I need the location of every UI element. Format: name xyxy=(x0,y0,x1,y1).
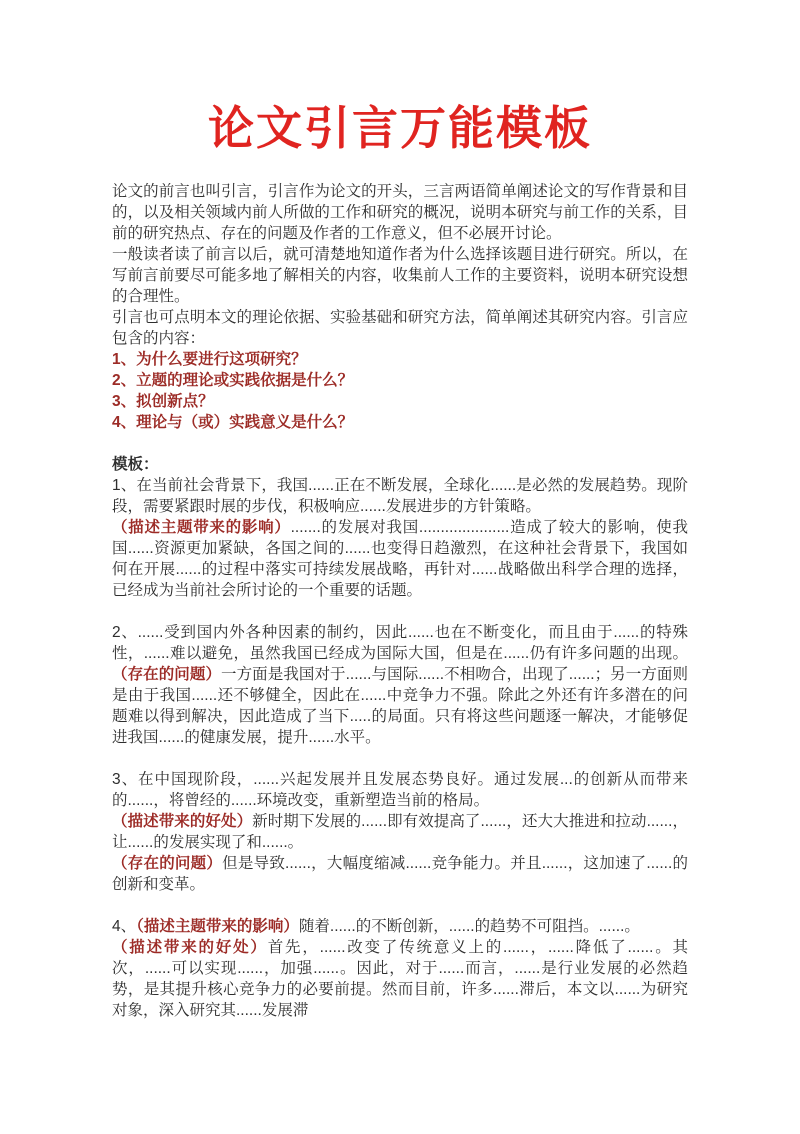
template-3-benefit xyxy=(112,811,688,853)
template-heading xyxy=(112,454,688,475)
highlight-phrase: 3、拟创新点？ xyxy=(112,392,214,410)
intro-paragraph-1 xyxy=(112,181,688,244)
template-1-impact xyxy=(112,517,688,601)
highlight-phrase: （描述主题带来的影响） xyxy=(112,518,291,536)
text-run: 2、......受到国内外各种因素的制约，因此......也在不断变化，而且由于......的特殊性，......难以避免，虽然我国已经成为国际大国，但是在......仍有许多问题的出现。 xyxy=(112,623,688,662)
text-run: 模板： xyxy=(112,455,159,473)
intro-paragraph-3 xyxy=(112,307,688,349)
template-3-problem xyxy=(112,853,688,895)
template-2 xyxy=(112,622,688,748)
intro-paragraph-2 xyxy=(112,244,688,307)
text-run: 论文的前言也叫引言，引言作为论文的开头，三言两语简单阐述论文的写作背景和目的，以及相关领域内前人所做的工作和研究的概况，说明本研究与前工作的关系，目前的研究热点、存在的问题及作者的工作意义，但不必展开讨论。 xyxy=(112,182,688,242)
highlight-phrase: 4、理论与（或）实践意义是什么？ xyxy=(112,413,354,431)
highlight-phrase: （存在的问题） xyxy=(112,665,222,683)
text-run: 随着......的不断创新，......的趋势不可阻挡。......。 xyxy=(298,917,640,935)
text-run: 3、在中国现阶段，......兴起发展并且发展态势良好。通过发展...的创新从而带来的......，将曾经的......环境改变，重新塑造当前的格局。 xyxy=(112,770,688,809)
text-run: .......的发展对我国.....................造成了较大的影响，使我国......资源更加紧缺，各国之间的......也变得日趋激烈，在这种社会背景下，我国如何在开展......的过程中落实可持续发展战略，再针对......战略做出科学合理的选择，已经成为当前社会所讨论的一个重要的话题。 xyxy=(112,518,688,599)
highlight-phrase: 2、立题的理论或实践依据是什么？ xyxy=(112,371,354,389)
highlight-phrase: （描述带来的好处） xyxy=(112,812,253,830)
text-run: 一般读者读了前言以后，就可清楚地知道作者为什么选择该题目进行研究。所以，在写前言前要尽可能多地了解相关的内容，收集前人工作的主要资料，说明本研究设想的合理性。 xyxy=(112,245,688,305)
question-item-1 xyxy=(112,349,688,370)
highlight-phrase: （描述带来的好处） xyxy=(112,938,268,956)
text-run: 4、 xyxy=(112,917,137,935)
text-run: 首先，......改变了传统意义上的......，......降低了......。其次，......可以实现......，加强......。因此，对于......而言，......是行业发展的必然趋势，是其提升核心竞争力的必要前提。然而目前，许多......滞后，本文以......为研究对象，深入研究其......发展滞 xyxy=(112,938,688,1019)
text-run: 但是导致......，大幅度缩减......竞争能力。并且......，这加速了......的创新和变革。 xyxy=(112,854,688,893)
question-item-3 xyxy=(112,391,688,412)
highlight-phrase: （描述主题带来的影响） xyxy=(136,917,299,935)
template-3-lead xyxy=(112,769,688,811)
text-run: 一方面是我国对于......与国际......不相吻合，出现了......；另一方面则是由于我国......还不够健全，因此在......中竞争力不强。除此之外还有许多潜在的问题难以得到解决，因此造成了当下.....的局面。只有将这些问题逐一解决，才能够促进我国......的健康发展，提升......水平。 xyxy=(112,665,688,746)
template-4-benefit xyxy=(112,937,688,1021)
document-body xyxy=(112,181,688,1021)
template-1-lead xyxy=(112,475,688,517)
text-run: 引言也可点明本文的理论依据、实验基础和研究方法，简单阐述其研究内容。引言应包含的内容： xyxy=(112,308,688,347)
template-4-impact xyxy=(112,916,688,937)
question-item-2 xyxy=(112,370,688,391)
text-run: 1、在当前社会背景下，我国......正在不断发展，全球化......是必然的发展趋势。现阶段，需要紧跟时展的步伐，积极响应......发展进步的方针策略。 xyxy=(112,476,688,515)
highlight-phrase: 1、为什么要进行这项研究？ xyxy=(112,350,307,368)
highlight-phrase: （存在的问题） xyxy=(112,854,223,872)
text-run: 新时期下发展的......即有效提高了......，还大大推进和拉动......，让......的发展实现了和......。 xyxy=(112,812,688,851)
page-title: 论文引言万能模板 xyxy=(208,102,592,154)
question-item-4 xyxy=(112,412,688,433)
